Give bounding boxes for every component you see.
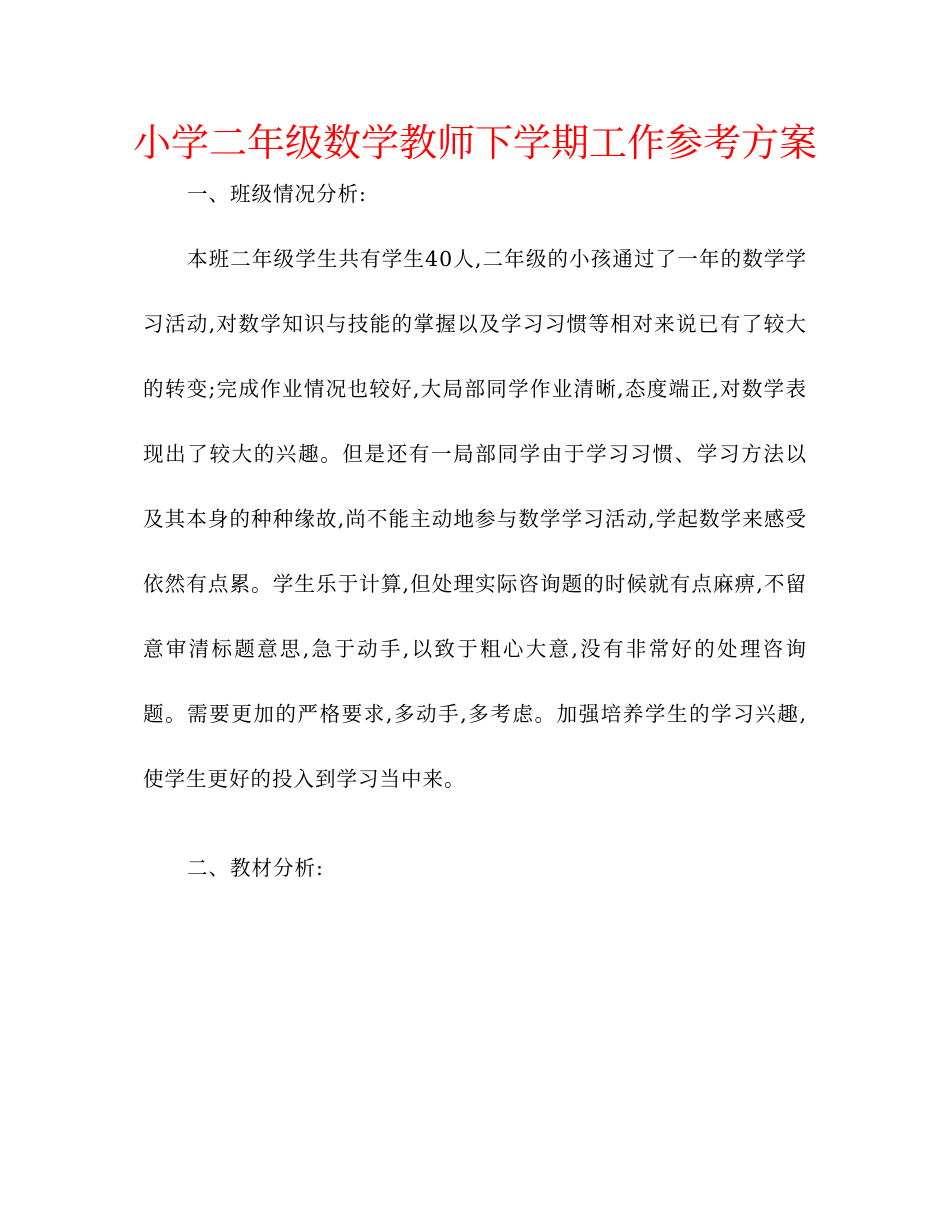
section-heading-class-analysis: 一、班级情况分析: [187, 182, 367, 206]
document-title: 小学二年级数学教师下学期工作参考方案 [132, 121, 817, 165]
class-analysis-paragraph: 本班二年级学生共有学生40人,二年级的小孩通过了一年的数学学习活动,对数学知识与技能的掌握以及学习习惯等相对来说已有了较大的转变;完成作业情况也较好,大局部同学作业清晰,态度端正,对数学表现出了较大的兴趣。但是还有一局部同学由于学习习惯、学习方法以及其本身的种种缘故,尚不能主动地参与数学学习活动,学起数学来感受依然有点累。学生乐于计算,但处理实际咨询题的时候就有点麻痹,不留意审清标题意思,急于动手,以致于粗心大意,没有非常好的处理咨询题。需要更加的严格要求,多动手,多考虑。加强培养学生的学习兴趣,使学生更好的投入到学习当中来。 [143, 247, 807, 791]
section-heading-textbook-analysis: 二、教材分析: [187, 856, 324, 880]
